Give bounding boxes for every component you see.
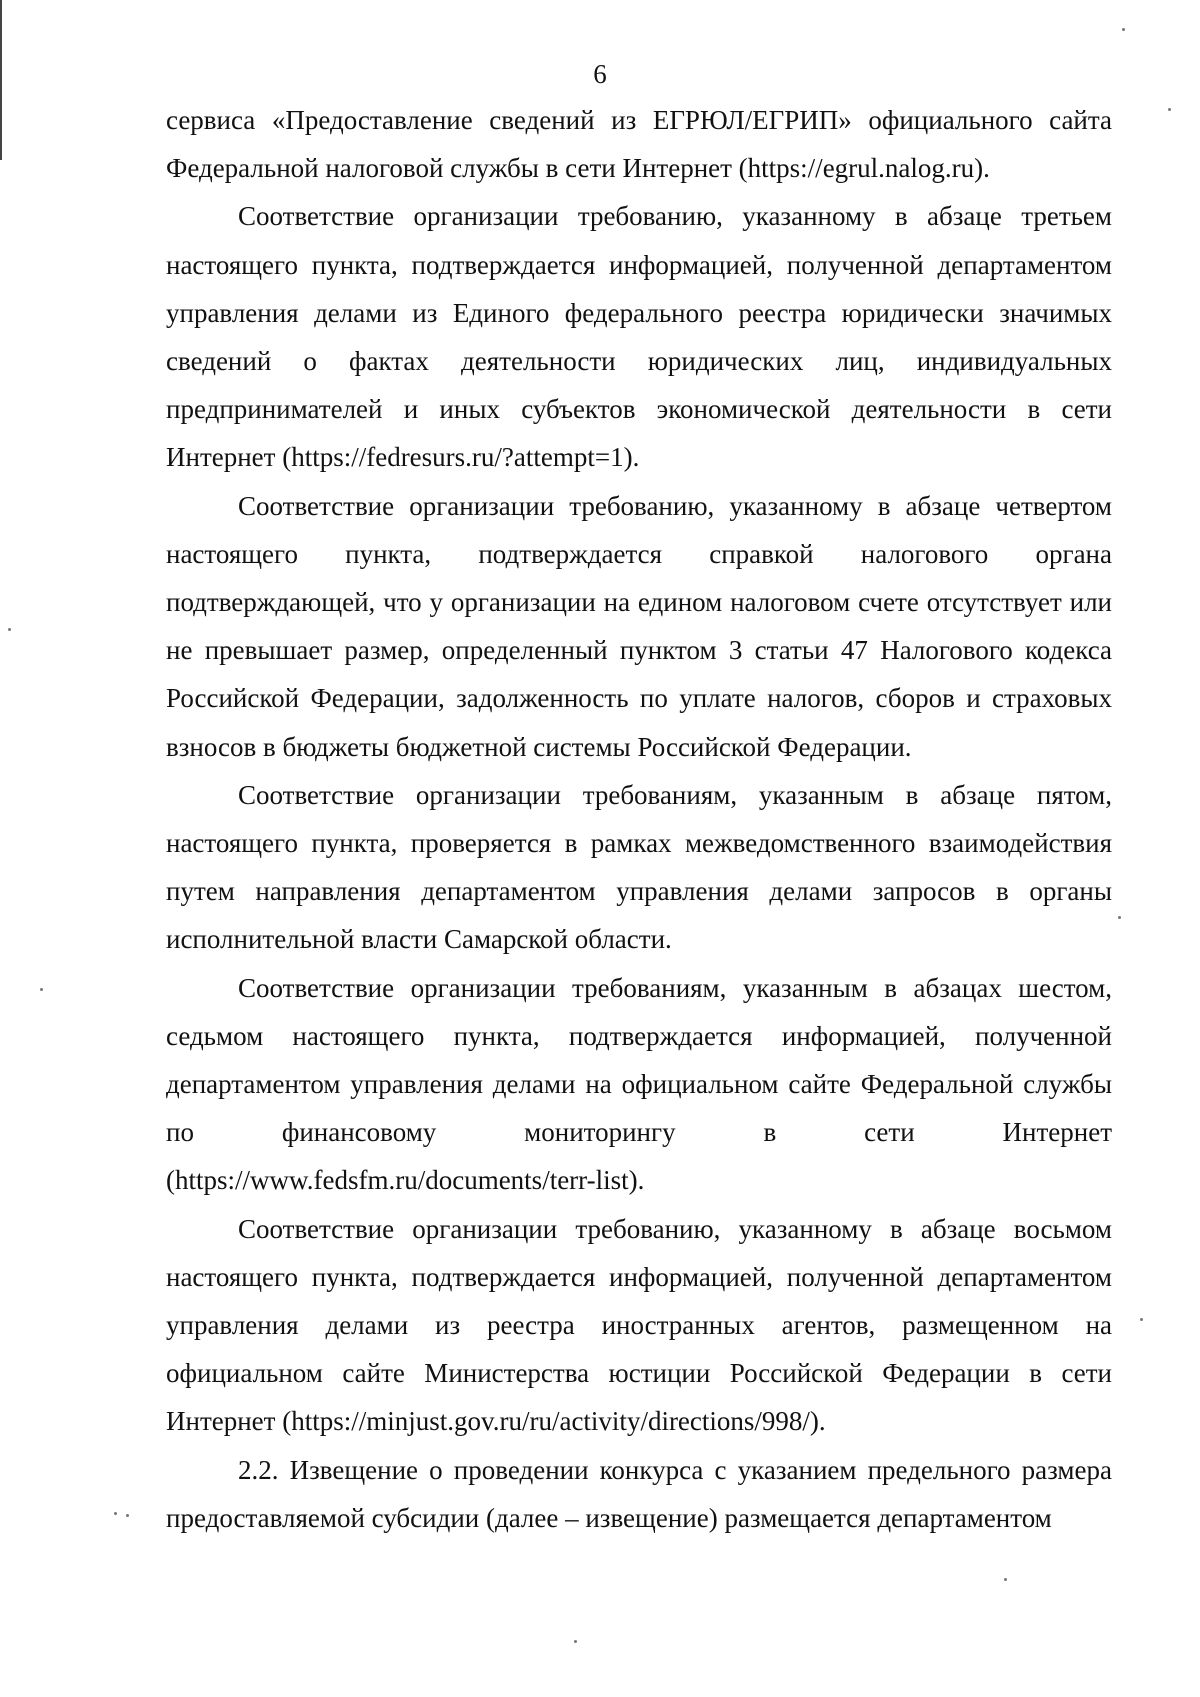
scan-speck xyxy=(574,1640,577,1643)
paragraph-requirement-sixth-seventh: Соответствие организации требованиям, указанным в абзацах шестом, седьмом настоящего пункта, подтверждается информацией, полученной департаментом управления делами на официальном сайте Федеральной службы по финансовому мониторингу в сети Интернет (https://www.fedsfm.ru/documents/terr-list). xyxy=(166,972,1112,1196)
paragraph-continuation: сервиса «Предоставление сведений из ЕГРЮЛ/ЕГРИП» официального сайта Федеральной налоговой службы в сети Интернет (https://egrul.nalog.ru). xyxy=(166,105,1112,184)
scan-speck xyxy=(126,1514,129,1517)
scan-speck xyxy=(1004,1578,1007,1581)
document-body xyxy=(166,96,1112,1542)
scan-speck xyxy=(114,1512,117,1515)
paragraph-section-2-2: 2.2. Извещение о проведении конкурса с указанием предельного размера предоставляемой субсидии (далее – извещение) размещается департаментом xyxy=(166,1454,1112,1533)
scan-speck xyxy=(1118,916,1121,919)
scan-speck xyxy=(1122,28,1125,31)
paragraph-requirement-fifth: Соответствие организации требованиям, указанным в абзаце пятом, настоящего пункта, проверяется в рамках межведомственного взаимодействия путем направления департаментом управления делами запросов в органы исполнительной власти Самарской области. xyxy=(166,779,1112,955)
paragraph-requirement-eighth: Соответствие организации требованию, указанному в абзаце восьмом настоящего пункта, подтверждается информацией, полученной департаментом управления делами из реестра иностранных агентов, размещенном на официальном сайте Министерства юстиции Российской Федерации в сети Интернет (https://minjust.gov.ru/ru/activity/directions/998/). xyxy=(166,1213,1112,1437)
paragraph-requirement-fourth: Соответствие организации требованию, указанному в абзаце четвертом настоящего пункта, подтверждается справкой налогового органа подтверждающей, что у организации на едином налоговом счете отсутствует или не превышает размер, определенный пунктом 3 статьи 47 Налогового кодекса Российской Федерации, задолженность по уплате налогов, сборов и страховых взносов в бюджеты бюджетной системы Российской Федерации. xyxy=(166,490,1112,762)
scan-speck xyxy=(8,628,11,631)
page-number: 6 xyxy=(593,59,607,89)
scan-speck xyxy=(1168,108,1171,111)
paragraph-requirement-third: Соответствие организации требованию, указанному в абзаце третьем настоящего пункта, подтверждается информацией, полученной департаментом управления делами из Единого федерального реестра юридически значимых сведений о фактах деятельности юридических лиц, индивидуальных предпринимателей и иных субъектов экономической деятельности в сети Интернет (https://fedresurs.ru/?attempt=1). xyxy=(166,201,1112,473)
scan-speck xyxy=(1140,1318,1143,1321)
scan-speck xyxy=(40,988,43,991)
